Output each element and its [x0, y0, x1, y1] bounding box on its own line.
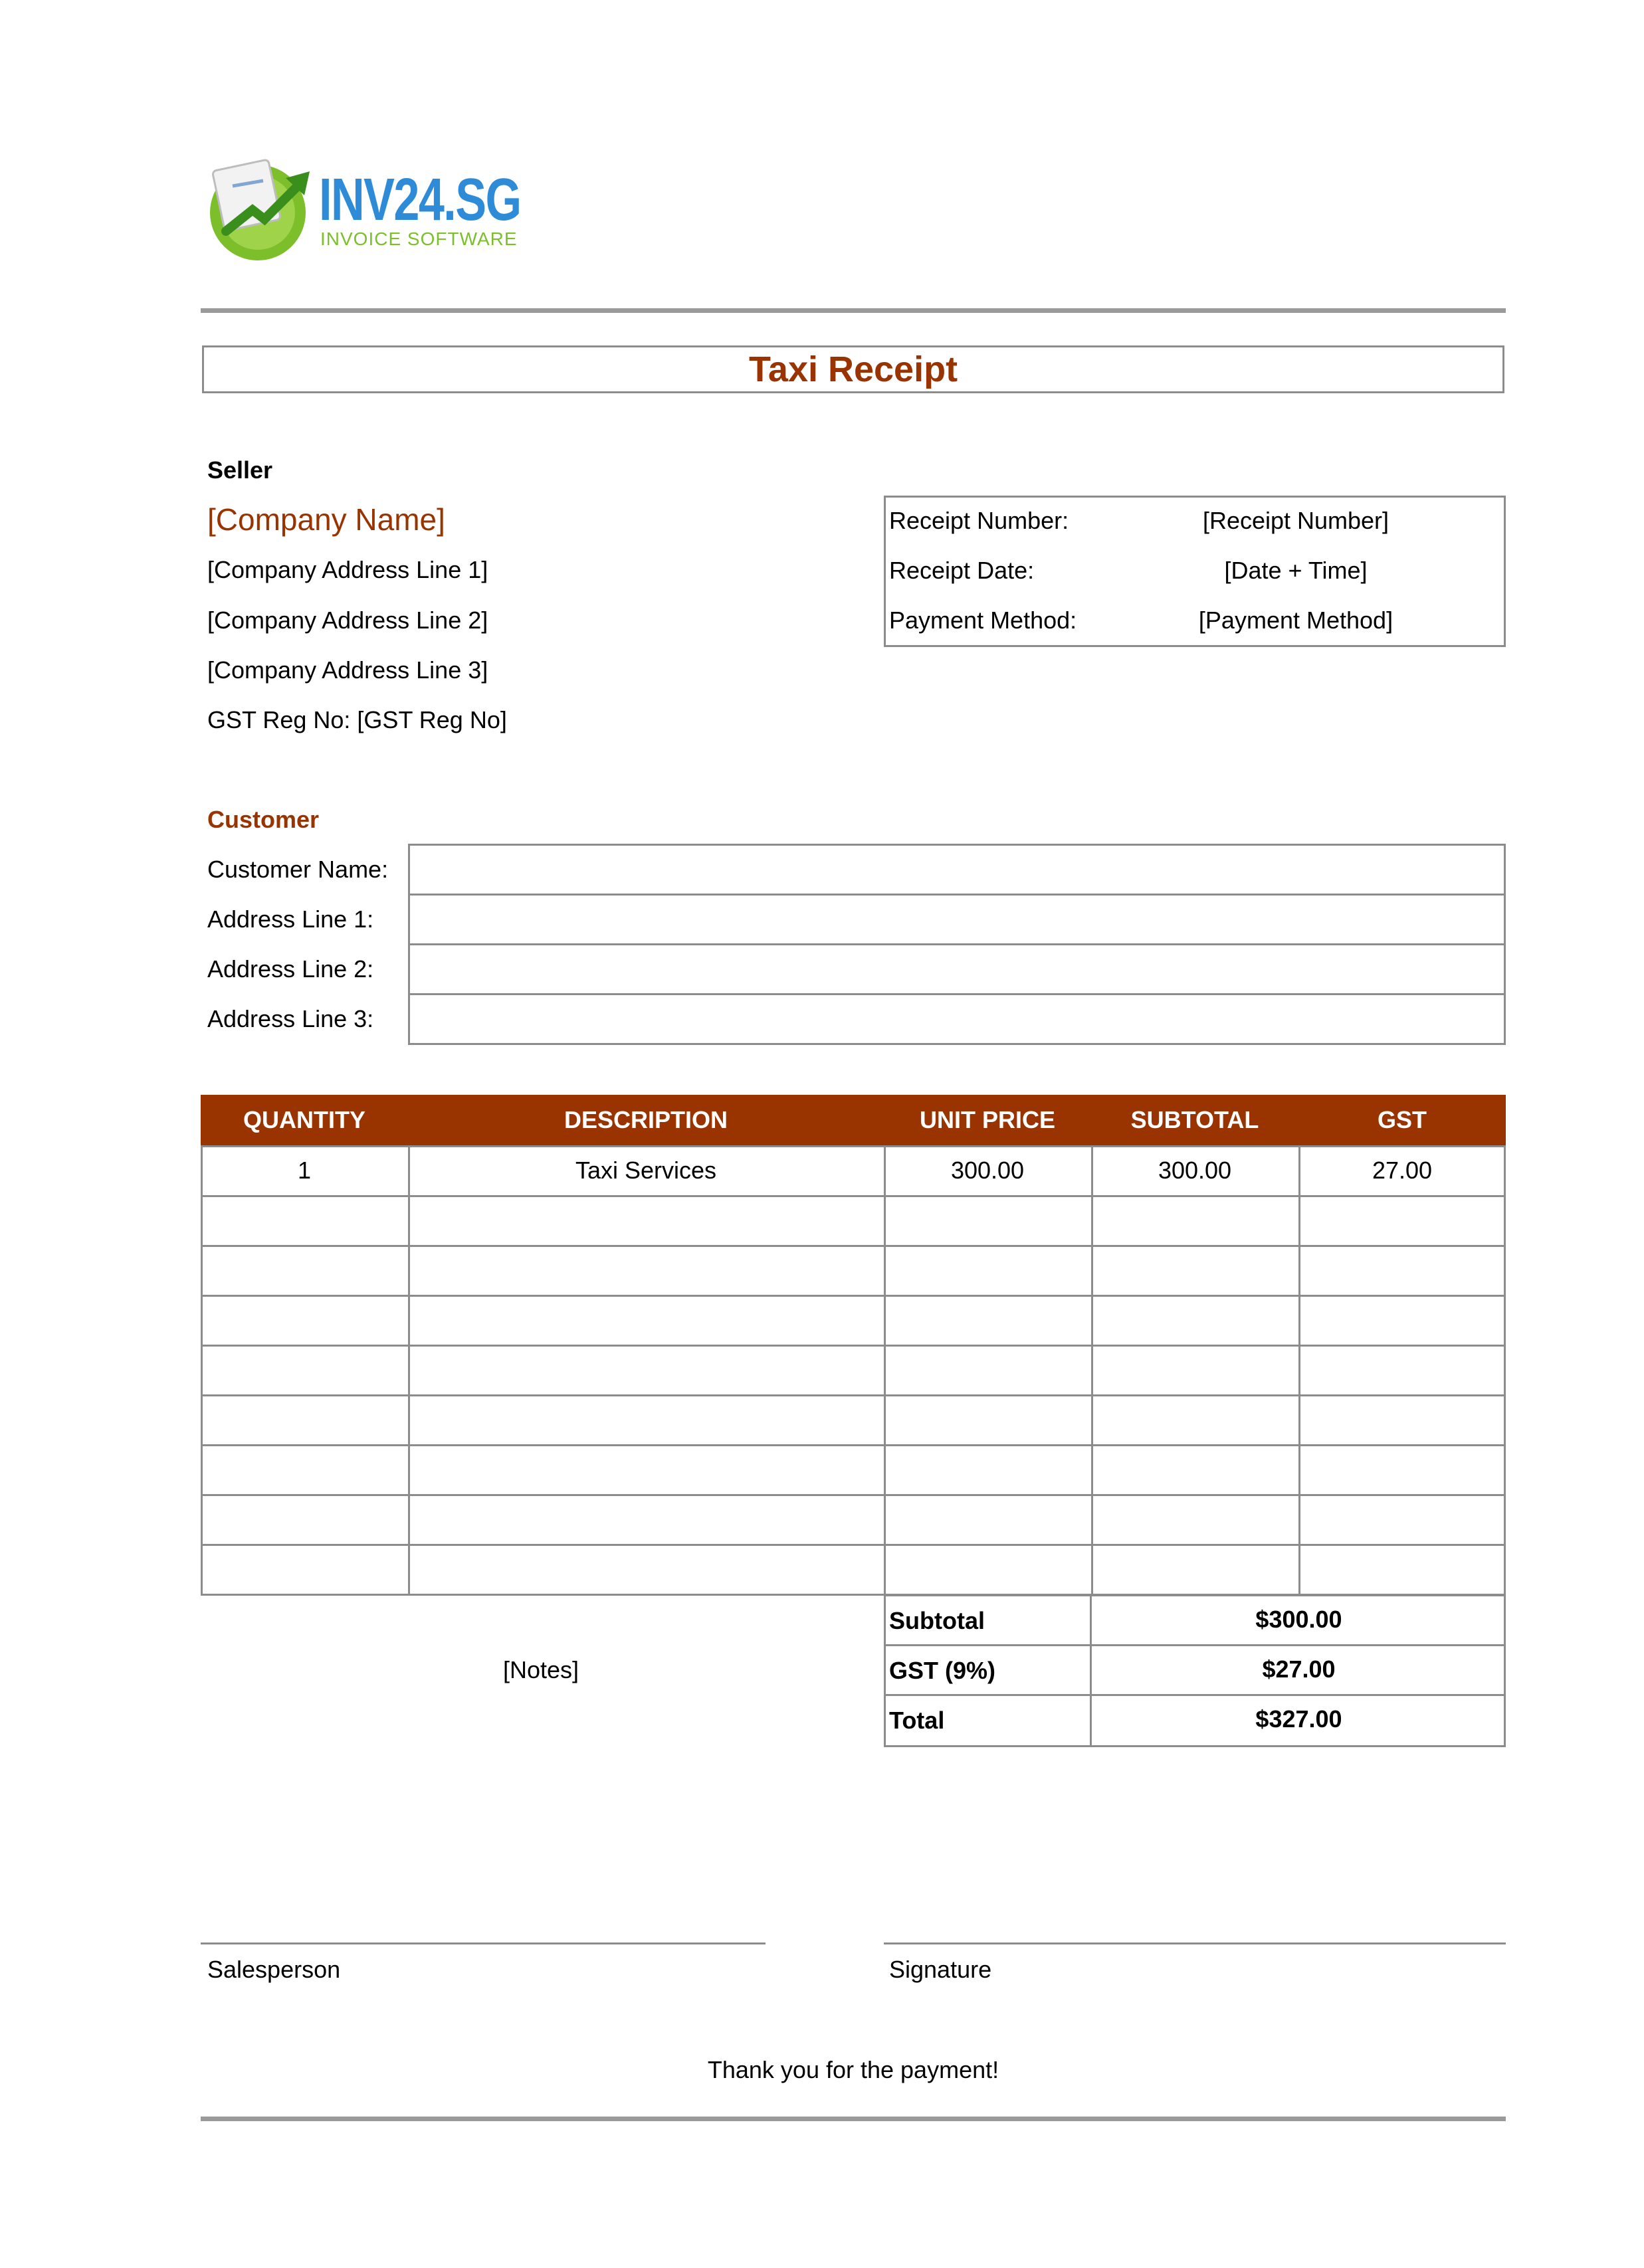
row-divider — [201, 1444, 1506, 1446]
item-quantity-cell: 1 — [297, 1157, 312, 1184]
item-subtotal-cell: 300.00 — [1158, 1157, 1232, 1184]
row-divider — [201, 1195, 1506, 1197]
item-unit-price-cell: 300.00 — [950, 1157, 1025, 1184]
salesperson-line — [201, 1942, 766, 1944]
bottom-divider — [201, 2117, 1506, 2121]
totals-divider — [884, 1694, 1506, 1696]
gst-reg-no: GST Reg No: [GST Reg No] — [207, 706, 507, 733]
items-table-border — [201, 1145, 1506, 1596]
address-line-3-field[interactable] — [408, 993, 1506, 1045]
payment-method-value: [Payment Method] — [1198, 607, 1393, 634]
top-divider — [201, 308, 1506, 313]
address-line-2-label: Address Line 2: — [207, 955, 374, 983]
seller-heading: Seller — [207, 456, 273, 484]
signature-label: Signature — [889, 1956, 992, 1983]
customer-name-field[interactable] — [408, 844, 1506, 896]
header-quantity: QUANTITY — [243, 1106, 365, 1133]
row-divider — [201, 1295, 1506, 1297]
gst-value: $27.00 — [1262, 1655, 1336, 1683]
header-description: DESCRIPTION — [564, 1106, 728, 1133]
address-line-1-field[interactable] — [408, 894, 1506, 945]
payment-method-label: Payment Method: — [889, 607, 1077, 634]
row-divider — [201, 1245, 1506, 1247]
header-unit-price: UNIT PRICE — [919, 1106, 1055, 1133]
company-address-line-2: [Company Address Line 2] — [207, 607, 488, 634]
company-address-line-3: [Company Address Line 3] — [207, 656, 488, 684]
row-divider — [201, 1494, 1506, 1496]
column-divider — [1298, 1145, 1300, 1596]
page-title: Taxi Receipt — [202, 345, 1504, 393]
column-divider — [884, 1145, 886, 1596]
column-divider — [408, 1145, 410, 1596]
address-line-2-field[interactable] — [408, 943, 1506, 995]
company-name: [Company Name] — [207, 502, 445, 537]
customer-name-label: Customer Name: — [207, 856, 389, 883]
row-divider — [201, 1544, 1506, 1546]
logo-name: INV24.SG — [319, 167, 521, 233]
row-divider — [201, 1394, 1506, 1396]
item-gst-cell: 27.00 — [1372, 1157, 1433, 1184]
receipt-number-value: [Receipt Number] — [1202, 507, 1389, 534]
item-description-cell: Taxi Services — [575, 1157, 717, 1184]
totals-divider — [884, 1644, 1506, 1646]
receipt-date-label: Receipt Date: — [889, 557, 1035, 584]
total-label: Total — [889, 1707, 945, 1734]
row-divider — [201, 1345, 1506, 1347]
notes: [Notes] — [502, 1656, 579, 1683]
growth-arrow-logo-icon — [199, 151, 319, 264]
items-table-body — [201, 1145, 1506, 1596]
signature-line — [884, 1942, 1506, 1944]
thank-you-message: Thank you for the payment! — [707, 2056, 999, 2083]
customer-heading: Customer — [207, 806, 320, 833]
column-divider — [1091, 1145, 1093, 1596]
company-address-line-1: [Company Address Line 1] — [207, 556, 488, 583]
total-value: $327.00 — [1255, 1705, 1342, 1733]
gst-label: GST (9%) — [889, 1657, 996, 1684]
subtotal-label: Subtotal — [889, 1607, 985, 1634]
salesperson-label: Salesperson — [207, 1956, 341, 1983]
receipt-number-label: Receipt Number: — [889, 507, 1069, 534]
address-line-3-label: Address Line 3: — [207, 1005, 374, 1032]
header-subtotal: SUBTOTAL — [1130, 1106, 1259, 1133]
header-gst: GST — [1377, 1106, 1427, 1133]
logo-tagline: INVOICE SOFTWARE — [320, 229, 518, 249]
subtotal-value: $300.00 — [1255, 1606, 1342, 1633]
address-line-1-label: Address Line 1: — [207, 905, 374, 933]
receipt-date-value: [Date + Time] — [1224, 557, 1368, 584]
